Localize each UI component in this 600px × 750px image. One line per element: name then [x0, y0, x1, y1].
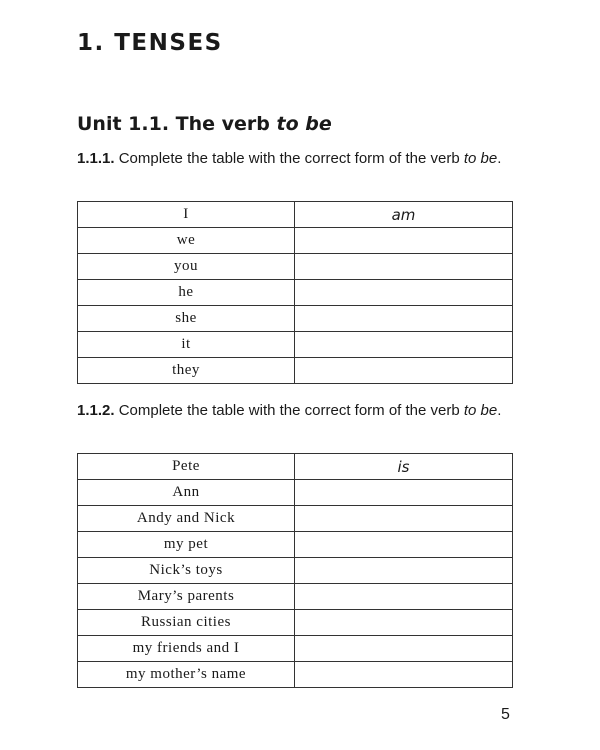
exercise-1-text: Complete the table with the correct form of the verb [114, 150, 464, 167]
answer-cell[interactable]: am [295, 202, 513, 228]
exercise-2-text: Complete the table with the correct form of the verb [114, 402, 464, 419]
table-row [78, 280, 513, 306]
table-row [78, 532, 513, 558]
page-number: 5 [501, 706, 510, 723]
subject-cell: Russian cities [78, 610, 295, 636]
unit-title [77, 113, 332, 135]
unit-title-emphasis: to be [276, 113, 332, 135]
answer-cell[interactable] [295, 332, 513, 358]
subject-cell: Mary’s parents [78, 584, 295, 610]
table-row [78, 228, 513, 254]
subject-cell: Andy and Nick [78, 506, 295, 532]
exercise-1-instruction [77, 149, 517, 169]
table-row [78, 636, 513, 662]
subject-cell: my friends and I [78, 636, 295, 662]
answer-cell[interactable] [295, 662, 513, 688]
table-row [78, 454, 513, 480]
subject-cell: Ann [78, 480, 295, 506]
answer-cell[interactable] [295, 610, 513, 636]
unit-title-prefix: Unit 1.1. The verb [77, 113, 277, 135]
subject-cell: my mother’s name [78, 662, 295, 688]
subject-cell: it [78, 332, 295, 358]
exercise-1-table [77, 201, 513, 384]
answer-cell[interactable] [295, 532, 513, 558]
table-row [78, 558, 513, 584]
exercise-2-number: 1.1.2. [77, 402, 115, 419]
exercise-2-table [77, 453, 513, 688]
answer-cell[interactable] [295, 254, 513, 280]
exercise-1-number: 1.1.1. [77, 150, 115, 167]
table-row [78, 584, 513, 610]
subject-cell: I [78, 202, 295, 228]
answer-cell[interactable] [295, 280, 513, 306]
exercise-2-instruction [77, 401, 517, 421]
table-row [78, 202, 513, 228]
answer-cell[interactable] [295, 584, 513, 610]
table-row [78, 610, 513, 636]
table-row [78, 506, 513, 532]
table-row [78, 358, 513, 384]
exercise-2-emphasis: to be [463, 402, 498, 419]
exercise-1-emphasis: to be [463, 150, 498, 167]
subject-cell: my pet [78, 532, 295, 558]
subject-cell: they [78, 358, 295, 384]
answer-cell[interactable]: is [295, 454, 513, 480]
table-row [78, 306, 513, 332]
table-row [78, 480, 513, 506]
answer-cell[interactable] [295, 358, 513, 384]
exercise-1-suffix: . [497, 150, 502, 167]
answer-cell[interactable] [295, 228, 513, 254]
subject-cell: he [78, 280, 295, 306]
table-row [78, 332, 513, 358]
subject-cell: Nick’s toys [78, 558, 295, 584]
exercise-2-suffix: . [497, 402, 502, 419]
answer-cell[interactable] [295, 306, 513, 332]
answer-cell[interactable] [295, 480, 513, 506]
table-row [78, 254, 513, 280]
subject-cell: she [78, 306, 295, 332]
subject-cell: Pete [78, 454, 295, 480]
answer-cell[interactable] [295, 558, 513, 584]
answer-cell[interactable] [295, 506, 513, 532]
answer-cell[interactable] [295, 636, 513, 662]
chapter-title: 1. TENSES [77, 30, 223, 56]
subject-cell: we [78, 228, 295, 254]
table-row [78, 662, 513, 688]
subject-cell: you [78, 254, 295, 280]
